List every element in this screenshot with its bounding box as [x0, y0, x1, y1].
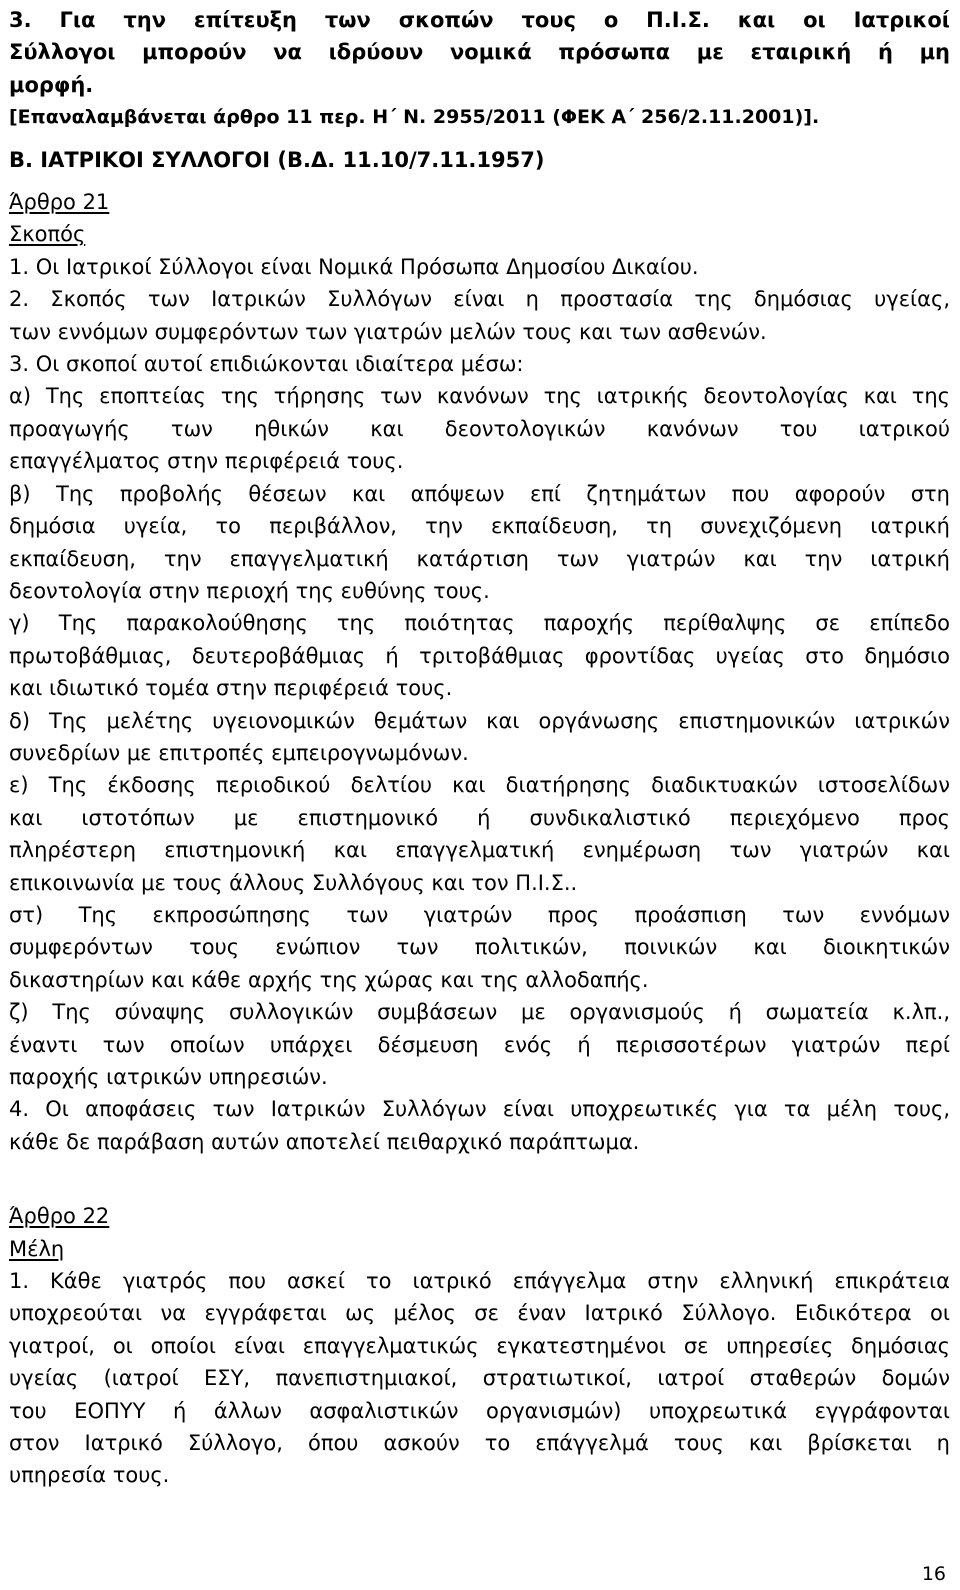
page-number: 16	[921, 1563, 946, 1585]
article-21-line: πληρέστερη επιστημονική και επαγγελματική ενημέρωση των γιατρών και	[9, 838, 950, 863]
article-21-line: κάθε δε παράβαση αυτών αποτελεί πειθαρχικό παράπτωμα.	[9, 1129, 640, 1154]
document-page	[9, 4, 950, 1492]
article-21-line: 2. Σκοπός των Ιατρικών Συλλόγων είναι η προστασία της δημόσιας υγείας,	[9, 287, 950, 312]
article-22-line: υπηρεσία τους.	[9, 1463, 170, 1488]
article-21-line: α) Της εποπτείας της τήρησης των κανόνων της ιατρικής δεοντολογίας και της	[9, 384, 950, 409]
article-21-line: και ιδιωτικό τομέα στην περιφέρειά τους.	[9, 676, 453, 701]
article-21-line: προαγωγής των ηθικών και δεοντολογικών κανόνων του ιατρικού	[9, 416, 950, 441]
article-21-line: επικοινωνία με τους άλλους Συλλόγους και τον Π.Ι.Σ..	[9, 870, 578, 895]
article-21-subtitle: Σκοπός	[9, 222, 86, 247]
article-21-line: δημόσια υγεία, το περιβάλλον, την εκπαίδευση, τη συνεχιζόμενη ιατρική	[9, 514, 950, 539]
article-21-line: δ) Της μελέτης υγειονομικών θεμάτων και οργάνωσης επιστημονικών ιατρικών	[9, 708, 950, 733]
article-22-line: 1. Κάθε γιατρός που ασκεί το ιατρικό επάγγελμα στην ελληνική επικράτεια	[9, 1269, 950, 1294]
intro-item3-line: 3. Για την επίτευξη των σκοπών τους ο Π.Ι.Σ. και οι Ιατρικοί	[9, 8, 950, 32]
article-22-line: γιατροί, οι οποίοι είναι επαγγελματικώς εγκατεστημένοι σε υπηρεσίες δημόσιας	[9, 1333, 950, 1358]
article-21-line: δεοντολογία στην περιοχή της ευθύνης τους.	[9, 578, 490, 603]
article-21-line: β) Της προβολής θέσεων και απόψεων επί ζητημάτων που αφορούν στη	[9, 481, 950, 506]
article-21-line: και ιστοτόπων με επιστημονικό ή συνδικαλιστικό περιεχόμενο προς	[9, 805, 950, 830]
article-22-line: στον Ιατρικό Σύλλογο, όπου ασκούν το επάγγελμά τους και βρίσκεται η	[9, 1431, 950, 1456]
article-21-line: ε) Της έκδοσης περιοδικού δελτίου και διατήρησης διαδικτυακών ιστοσελίδων	[9, 773, 950, 798]
article-22-line: υγείας (ιατροί ΕΣΥ, πανεπιστημιακοί, στρατιωτικοί, ιατροί σταθερών δομών	[9, 1366, 950, 1391]
article-21-title: Άρθρο 21	[9, 190, 110, 215]
intro-item3-line: Σύλλογοι μπορούν να ιδρύουν νομικά πρόσωπα με εταιρική ή μη	[9, 40, 950, 65]
article-22-subtitle: Μέλη	[9, 1236, 65, 1261]
article-21-line: παροχής ιατρικών υπηρεσιών.	[9, 1065, 328, 1089]
section-b-title: Β. ΙΑΤΡΙΚΟΙ ΣΥΛΛΟΓΟΙ (Β.Δ. 11.10/7.11.1957)	[9, 147, 545, 172]
article-21-line: 1. Οι Ιατρικοί Σύλλογοι είναι Νομικά Πρόσωπα Δημοσίου Δικαίου.	[9, 254, 699, 279]
article-22-line: του ΕΟΠΥΥ ή άλλων ασφαλιστικών οργανισμών) υποχρεωτικά εγγράφονται	[9, 1398, 950, 1423]
article-21-line: των εννόμων συμφερόντων των γιατρών μελών τους και των ασθενών.	[9, 319, 767, 344]
article-21-line: πρωτοβάθμιας, δευτεροβάθμιας ή τριτοβάθμιας φροντίδας υγείας στο δημόσιο	[9, 643, 950, 668]
article-21-line: ζ) Της σύναψης συλλογικών συμβάσεων με οργανισμούς ή σωματεία κ.λπ.,	[9, 1000, 950, 1025]
article-21-line: επαγγέλματος στην περιφέρειά τους.	[9, 449, 404, 474]
article-21-line: 4. Οι αποφάσεις των Ιατρικών Συλλόγων είναι υποχρεωτικές για τα μέλη τους,	[9, 1097, 950, 1122]
article-21-line: έναντι των οποίων υπάρχει δέσμευση ενός ή περισσοτέρων γιατρών περί	[9, 1032, 950, 1057]
article-21-line: δικαστηρίων και κάθε αρχής της χώρας και της αλλοδαπής.	[9, 967, 649, 992]
article-22-line: υποχρεούται να εγγράφεται ως μέλος σε έναν Ιατρικό Σύλλογο. Ειδικότερα οι	[9, 1301, 950, 1326]
article-21-line: 3. Οι σκοποί αυτοί επιδιώκονται ιδιαίτερα μέσω:	[9, 352, 524, 377]
article-21-line: γ) Της παρακολούθησης της ποιότητας παροχής περίθαλψης σε επίπεδο	[9, 611, 950, 636]
article-21-line: στ) Της εκπροσώπησης των γιατρών προς προάσπιση των εννόμων	[9, 902, 950, 927]
article-22-title: Άρθρο 22	[9, 1204, 110, 1229]
article-21-line: συμφερόντων τους ενώπιον των πολιτικών, ποινικών και διοικητικών	[9, 935, 950, 960]
intro-reference: [Επαναλαμβάνεται άρθρο 11 περ. Η΄ Ν. 2955/2011 (ΦΕΚ Α΄ 256/2.11.2001)].	[9, 106, 820, 129]
intro-item3-line: μορφή.	[9, 72, 94, 97]
article-21-line: συνεδρίων με επιτροπές εμπειρογνωμόνων.	[9, 740, 469, 765]
article-21-line: εκπαίδευση, την επαγγελματική κατάρτιση των γιατρών και την ιατρική	[9, 546, 950, 571]
